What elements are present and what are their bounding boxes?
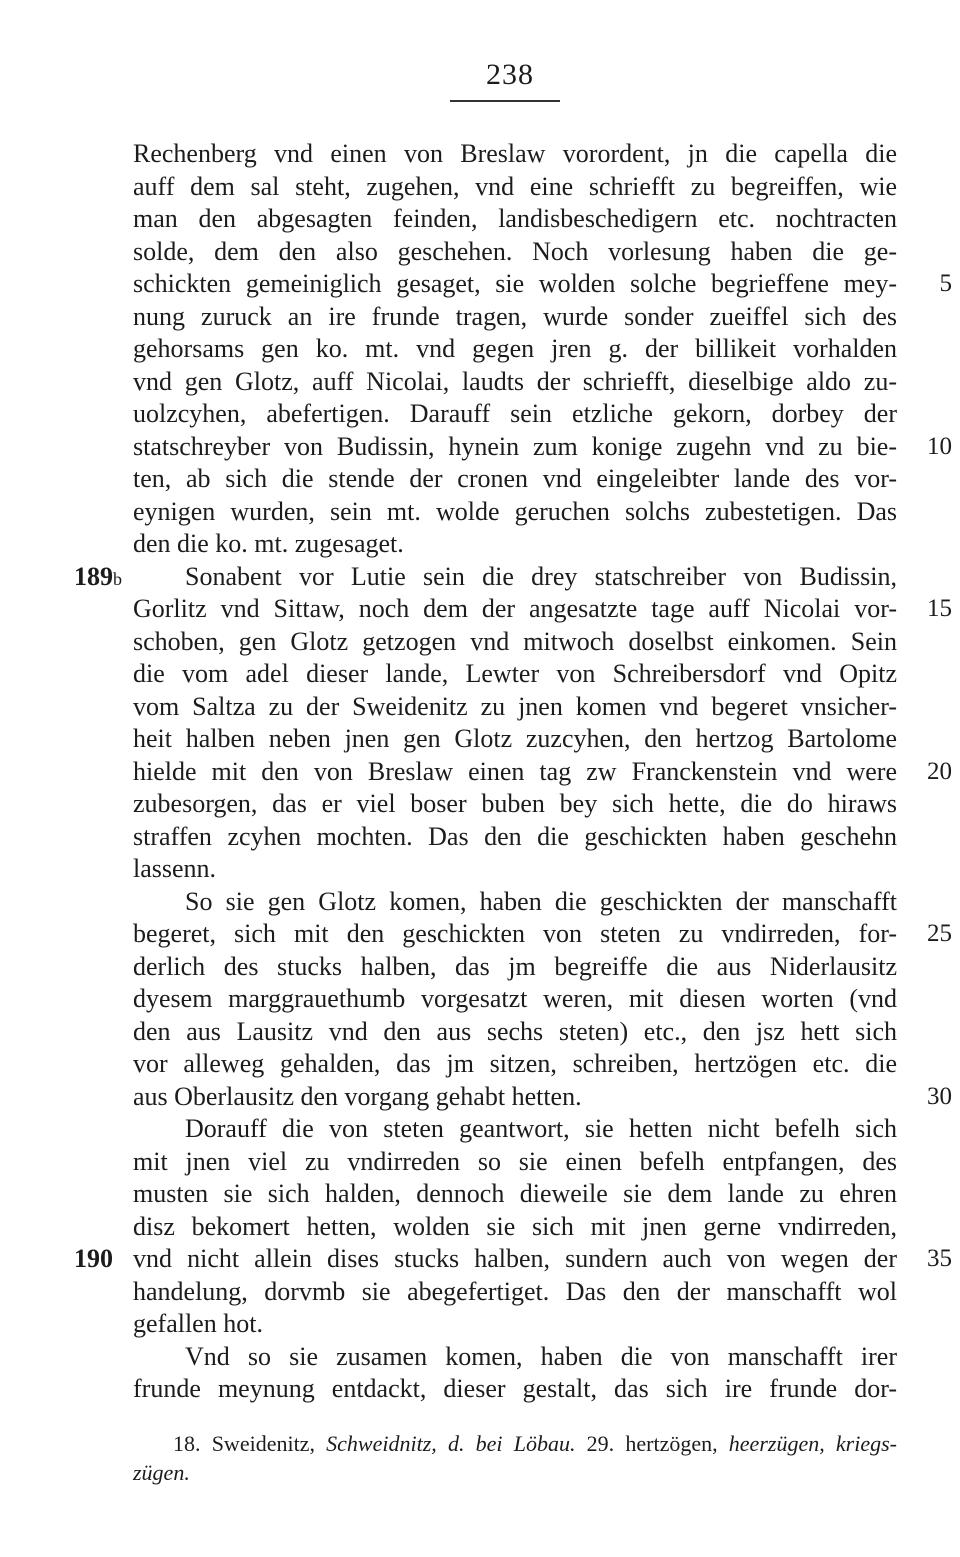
text-line: die vom adel dieser lande, Lewter von Schreibersdorf vnd Opitz: [133, 659, 897, 688]
text-line: Sonabent vor Lutie sein die drey statschreiber von Budissin,: [185, 562, 897, 591]
line-number: 5: [939, 270, 952, 297]
text-line: uolzcyhen, abefertigen. Darauff sein etzliche gekorn, dorbey der: [133, 399, 897, 428]
text-line: lassenn.: [133, 854, 217, 883]
text-line: Rechenberg vnd einen von Breslaw vorordent, jn die capella die: [133, 139, 897, 168]
text-line: schoben, gen Glotz getzogen vnd mitwoch doselbst einkomen. Sein: [133, 627, 897, 656]
margin-folio-note: [74, 1243, 113, 1275]
header-rule: [450, 100, 560, 102]
text-line: solde, dem den also geschehen. Noch vorlesung haben die ge-: [133, 237, 897, 266]
text-line: mit jnen viel zu vndirreden so sie einen befelh entpfangen, des: [133, 1147, 897, 1176]
text-line: begeret, sich mit den geschickten von steten zu vndirreden, for-: [133, 919, 897, 948]
footnote-italic: Schweidnitz, d. bei Löbau.: [326, 1431, 576, 1456]
line-number: 15: [927, 595, 952, 622]
text-line: disz bekomert hetten, wolden sie sich mit jnen gerne vndirreden,: [133, 1212, 897, 1241]
text-line: heit halben neben jnen gen Glotz zuzcyhen, den hertzog Bartolome: [133, 724, 897, 753]
footnote-text: 29. hertzögen,: [575, 1431, 729, 1456]
text-line: handelung, dorvmb sie abegefertiget. Das den der manschafft wol: [133, 1277, 897, 1306]
footnote-italic: heerzügen, kriegs-: [728, 1431, 898, 1456]
text-line: man den abgesagten feinden, landisbeschedigern etc. nochtracten: [133, 204, 897, 233]
text-line: gefallen hot.: [133, 1309, 263, 1338]
margin-folio-note: [74, 561, 122, 595]
margin-folio-suffix: b: [113, 569, 122, 589]
text-line: Gorlitz vnd Sittaw, noch dem der angesatzte tage auff Nicolai vor-: [133, 594, 897, 623]
line-number: 10: [927, 433, 952, 460]
text-line: frunde meynung entdackt, dieser gestalt, das sich ire frunde dor-: [133, 1374, 897, 1403]
line-number: 35: [927, 1245, 952, 1272]
margin-folio-number: 189: [74, 562, 113, 591]
text-line: eynigen wurden, sein mt. wolde geruchen solchs zubestetigen. Das: [133, 497, 897, 526]
text-line: derlich des stucks halben, das jm begreiffe die aus Niderlausitz: [133, 952, 897, 981]
text-line: zubesorgen, das er viel boser buben bey sich hette, die do hiraws: [133, 789, 897, 818]
text-line: Vnd so sie zusamen komen, haben die von manschafft irer: [185, 1342, 897, 1371]
text-line: den aus Lausitz vnd den aus sechs steten) etc., den jsz hett sich: [133, 1017, 897, 1046]
text-line: hielde mit den von Breslaw einen tag zw Franckenstein vnd were: [133, 757, 897, 786]
text-line: vom Saltza zu der Sweidenitz zu jnen komen vnd begeret vnsicher-: [133, 692, 897, 721]
text-line: Dorauff die von steten geantwort, sie hetten nicht befelh sich: [185, 1114, 897, 1143]
footnote-line: [133, 1459, 897, 1487]
text-line: vor alleweg gehalden, das jm sitzen, schreiben, hertzögen etc. die: [133, 1049, 897, 1078]
line-number: 20: [927, 758, 952, 785]
footnote-line: [133, 1430, 897, 1458]
text-line: auff dem sal steht, zugehen, vnd eine schriefft zu begreiffen, wie: [133, 172, 897, 201]
text-line: gehorsams gen ko. mt. vnd gegen jren g. der billikeit vorhalden: [133, 334, 897, 363]
footnote-italic: zügen.: [133, 1460, 190, 1485]
text-line: ten, ab sich die stende der cronen vnd eingeleibter lande des vor-: [133, 464, 897, 493]
text-line: statschreyber von Budissin, hynein zum konige zugehn vnd zu bie-: [133, 432, 897, 461]
text-line: musten sie sich halden, dennoch dieweile sie dem lande zu ehren: [133, 1179, 897, 1208]
text-line: straffen zcyhen mochten. Das den die geschickten haben geschehn: [133, 822, 897, 851]
text-line: nung zuruck an ire frunde tragen, wurde sonder zueiffel sich des: [133, 302, 897, 331]
text-line: schickten gemeiniglich gesaget, sie wolden solche begrieffene mey-: [133, 269, 897, 298]
line-number: 25: [927, 920, 952, 947]
text-line: vnd gen Glotz, auff Nicolai, laudts der schriefft, dieselbige aldo zu-: [133, 367, 897, 396]
text-line: vnd nicht allein dises stucks halben, sundern auch von wegen der: [133, 1244, 897, 1273]
text-line: dyesem marggrauethumb vorgesatzt weren, mit diesen worten (vnd: [133, 984, 897, 1013]
line-number: 30: [927, 1083, 952, 1110]
footnote-text: 18. Sweidenitz,: [173, 1431, 327, 1456]
text-line: den die ko. mt. zugesaget.: [133, 529, 404, 558]
margin-folio-number: 190: [74, 1244, 113, 1273]
page-number: 238: [486, 58, 534, 91]
text-line: So sie gen Glotz komen, haben die geschickten der manschafft: [185, 887, 897, 916]
text-line: aus Oberlausitz den vorgang gehabt hetten.: [133, 1082, 582, 1111]
